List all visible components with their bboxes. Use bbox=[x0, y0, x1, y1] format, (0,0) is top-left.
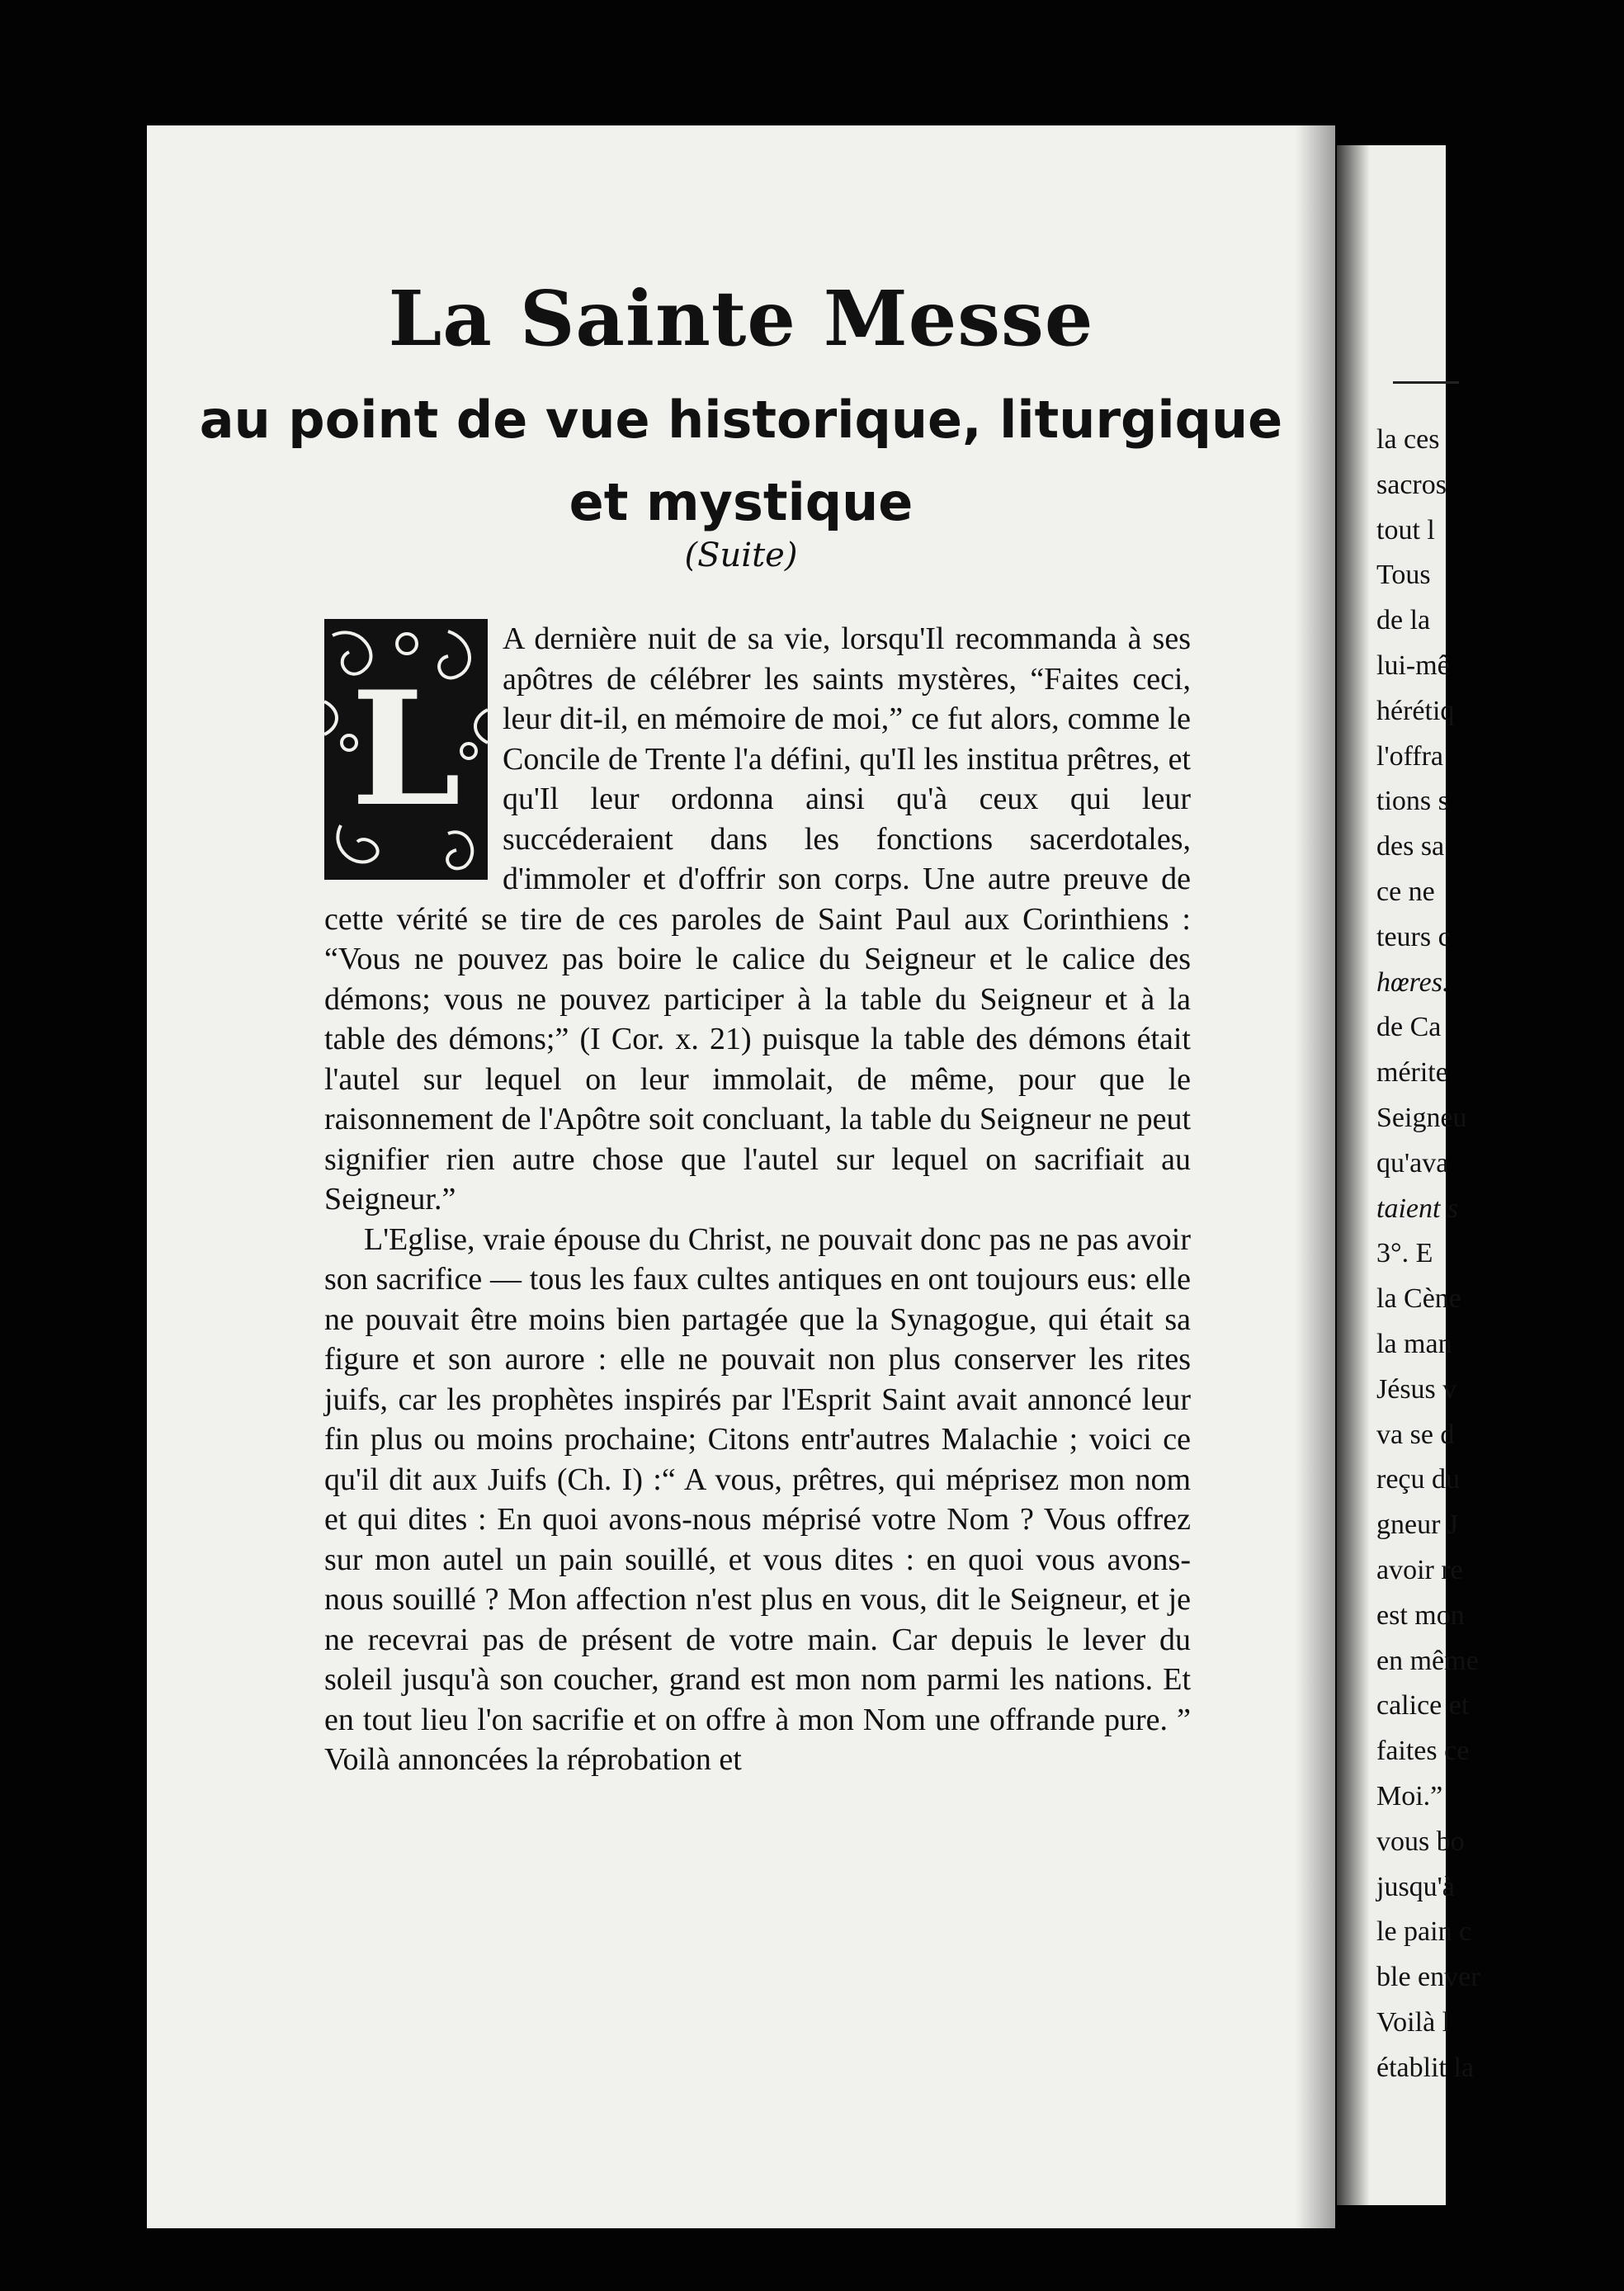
facing-line: qu'ava bbox=[1376, 1147, 1449, 1179]
facing-line: la Cène bbox=[1376, 1283, 1461, 1315]
facing-line: tions s bbox=[1376, 786, 1449, 817]
facing-line: Voilà l bbox=[1376, 2006, 1451, 2038]
page-gutter-shadow bbox=[1296, 125, 1335, 2228]
facing-line: Tous bbox=[1376, 560, 1431, 591]
subtitle-line-1: au point de vue historique, liturgique bbox=[199, 390, 1283, 450]
facing-page bbox=[1337, 145, 1480, 2205]
facing-line: 3°. E bbox=[1376, 1238, 1433, 1269]
main-page bbox=[147, 125, 1335, 2228]
facing-line: Seigneu bbox=[1376, 1102, 1467, 1133]
facing-line: mérite bbox=[1376, 1057, 1448, 1089]
facing-line: tout l bbox=[1376, 514, 1435, 546]
facing-line: établit la bbox=[1376, 2052, 1475, 2083]
facing-page-text bbox=[1376, 418, 1624, 2090]
drop-cap-letter: L bbox=[351, 657, 461, 841]
facing-line: en même bbox=[1376, 1645, 1479, 1676]
facing-line: Moi.” bbox=[1376, 1780, 1443, 1812]
article-body bbox=[324, 619, 1191, 1780]
facing-line: gneur J bbox=[1376, 1509, 1459, 1541]
facing-line: sacros bbox=[1376, 469, 1447, 500]
facing-line: Jésus v bbox=[1376, 1373, 1457, 1405]
facing-line: de Ca bbox=[1376, 1012, 1442, 1043]
paragraph-1: A dernière nuit de sa vie, lorsqu'Il recommanda à ses apôtres de célébrer les saints mystères, “Faites ceci, leur dit-il, en mémoire de moi,” ce fut alors, comme le Concile de Trente l'a défini, qu'Il les institua prêtres, et qu'Il leur ordonna ainsi qu'à ceux qui leur succéderaient dans les fonctions sacerdotales, d'immoler et d'offrir son corps. Une autre preuve de cette vérité se tire de ces paroles de Saint Paul aux Corinthiens : “Vous ne pouvez pas boire le calice du Seigneur et le calice des démons; vous ne pouvez participer à la table du Seigneur et à la table des démons;” (I Cor. x. 21) puisque la table des démons était l'autel sur lequel on leur immolait, de même, pour que le raisonnement de l'Apôtre soit concluant, la table du Seigneur ne peut signifier rien autre chose que l'autel sur lequel on sacrifiait au Seigneur.” bbox=[324, 621, 1191, 1216]
facing-line: ce ne bbox=[1376, 876, 1435, 907]
facing-line: lui-mê bbox=[1376, 650, 1450, 681]
facing-line: l'offra bbox=[1376, 740, 1444, 772]
suite-label: (Suite) bbox=[684, 536, 798, 574]
header-rule bbox=[1393, 381, 1459, 384]
facing-line: jusqu'à bbox=[1376, 1871, 1455, 1902]
facing-line: hœres. bbox=[1376, 966, 1450, 998]
facing-page-shadow bbox=[1337, 145, 1370, 2205]
facing-line: calice et bbox=[1376, 1690, 1470, 1722]
facing-line: des sa bbox=[1376, 831, 1445, 862]
facing-line: vous bo bbox=[1376, 1826, 1465, 1857]
facing-line: la man bbox=[1376, 1328, 1452, 1359]
facing-line: hérétiq bbox=[1376, 695, 1455, 726]
facing-line: faites ce bbox=[1376, 1736, 1470, 1767]
page-title: La Sainte Messe bbox=[388, 274, 1094, 363]
facing-line: avoir re bbox=[1376, 1554, 1463, 1585]
facing-line: la ces bbox=[1376, 424, 1440, 455]
facing-line: teurs c bbox=[1376, 921, 1451, 952]
facing-line: reçu du bbox=[1376, 1464, 1461, 1495]
subtitle-line-2: et mystique bbox=[569, 472, 914, 532]
ornamental-drop-cap bbox=[324, 619, 488, 880]
facing-line: est mon bbox=[1376, 1599, 1465, 1631]
facing-line: taient s bbox=[1376, 1193, 1459, 1224]
facing-line: le pain c bbox=[1376, 1916, 1472, 1948]
facing-line: ble enver bbox=[1376, 1962, 1480, 1993]
paragraph-2: L'Eglise, vraie épouse du Christ, ne pouvait donc pas ne pas avoir son sacrifice — tous les faux cultes antiques en ont toujours eus: elle ne pouvait être moins bien partagée que la Synagogue, qui était sa figure et son aurore : elle ne pouvait non plus conserver les rites juifs, car les prophètes inspirés par l'Esprit Saint avait annoncé leur fin plus ou moins prochaine; Citons entr'autres Malachie ; voici ce qu'il dit aux Juifs (Ch. I) :“ A vous, prêtres, qui méprisez mon nom et qui dites : En quoi avons-nous méprisé votre Nom ? Vous offrez sur mon autel un pain souillé, et vous dites : en quoi vous avons-nous souillé ? Mon affection n'est plus en vous, dit le Seigneur, et je ne recevrai pas de présent de votre main. Car depuis le lever du soleil jusqu'à son coucher, grand est mon nom parmi les nations. Et en tout lieu l'on sacrifie et on offre à mon Nom une offrande pure. ” Voilà annoncées la réprobation et bbox=[324, 1221, 1191, 1777]
facing-line: de la bbox=[1376, 605, 1431, 636]
facing-line: va se d bbox=[1376, 1419, 1455, 1450]
